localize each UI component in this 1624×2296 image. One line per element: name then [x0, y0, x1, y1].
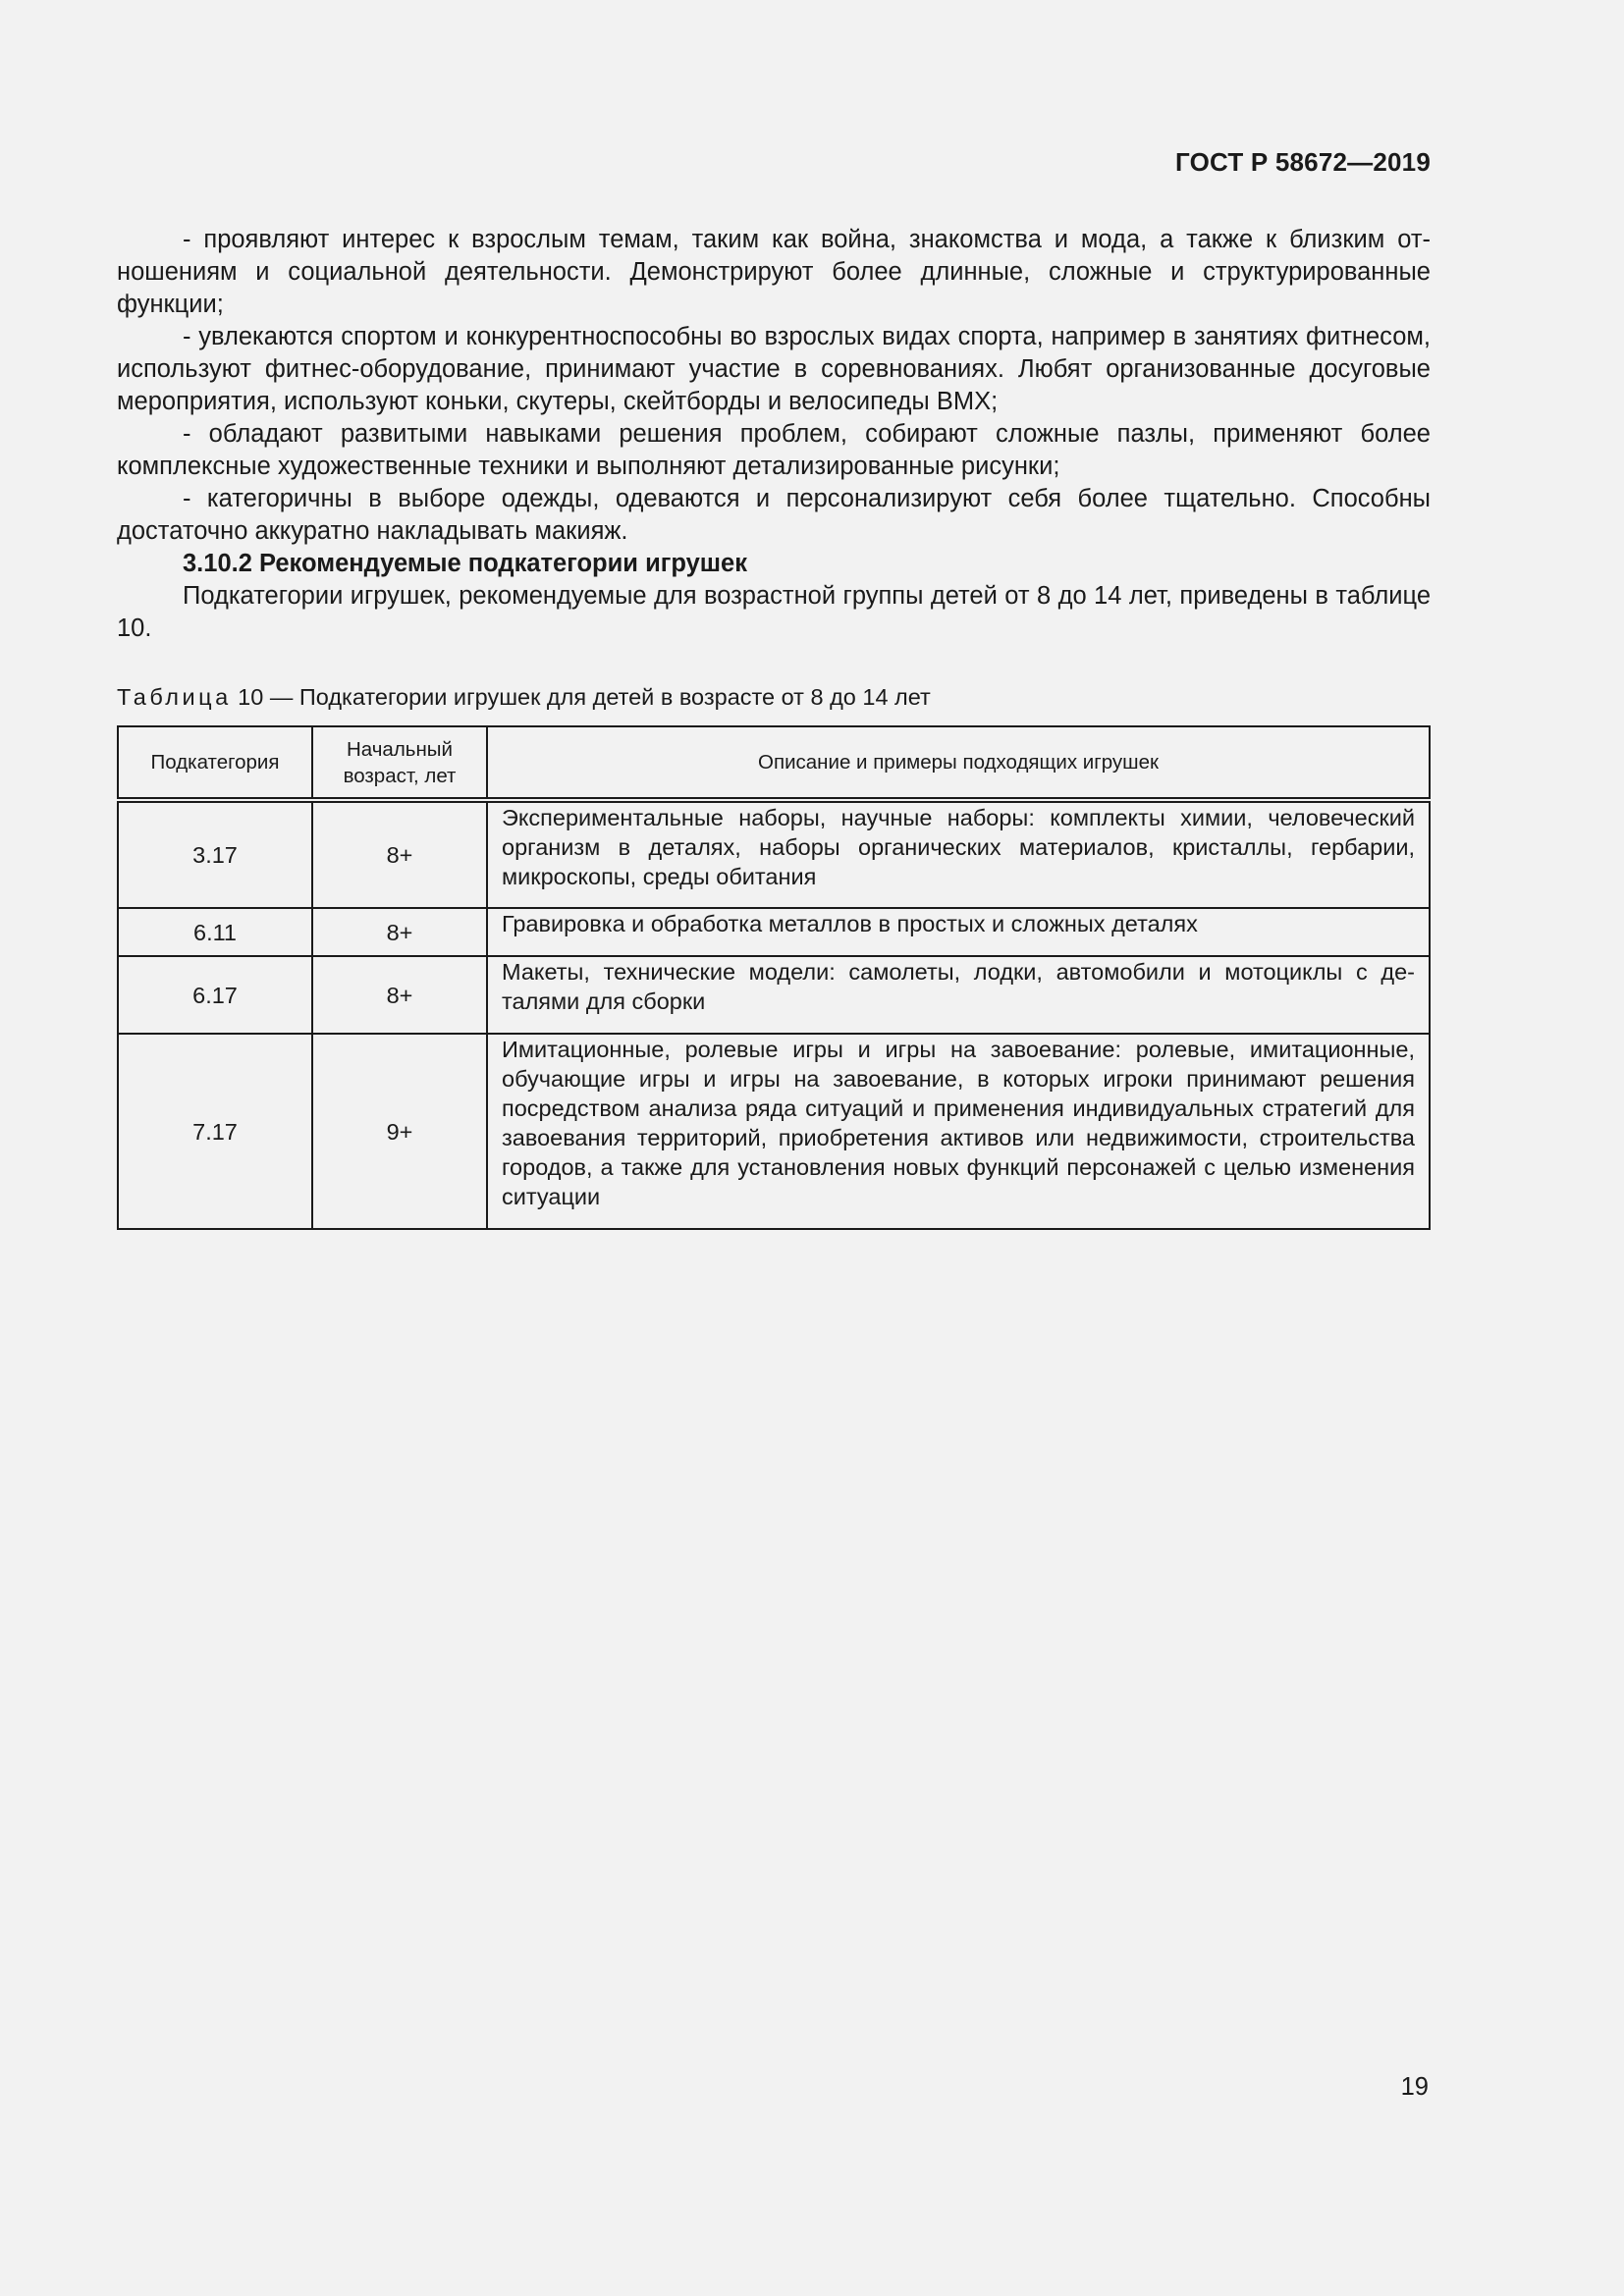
section-intro: Подкатегории игрушек, рекомендуемые для возрастной группы детей от 8 до 14 лет, приведены в таблице 10. [117, 582, 1431, 642]
paragraph-problem-solving: - обладают развитыми навыками решения проблем, собирают сложные пазлы, применяют более комплексные художественные техники и выполняют детализированные рисунки; [117, 420, 1431, 480]
table-caption-label: Таблица [117, 684, 232, 710]
table-caption-text: 10 — Подкатегории игрушек для детей в возрасте от 8 до 14 лет [231, 684, 931, 710]
cell-age: 8+ [312, 956, 487, 1034]
cell-description: Экспериментальные наборы, научные наборы: комплекты химии, человеческий организм в деталях, наборы органических материалов, кристаллы, гербарии, микроскопы, среды обитания [487, 800, 1430, 908]
body-text [117, 224, 1431, 645]
table-row [118, 1034, 1430, 1229]
paragraph-clothing: - категоричны в выборе одежды, одеваются и персонализируют себя более тщательно. Способны достаточно аккуратно накладывать макияж. [117, 485, 1431, 545]
cell-description: Макеты, технические модели: самолеты, лодки, автомобили и мотоциклы с деталями для сборки [487, 956, 1430, 1034]
table-row [118, 908, 1430, 956]
document-code-header: ГОСТ Р 58672—2019 [1175, 147, 1431, 177]
table-row [118, 956, 1430, 1034]
section-heading: 3.10.2 Рекомендуемые подкатегории игрушек [183, 550, 747, 577]
cell-age: 8+ [312, 800, 487, 908]
cell-subcategory: 7.17 [118, 1034, 312, 1229]
toy-subcategory-table [117, 725, 1431, 1230]
cell-subcategory: 6.17 [118, 956, 312, 1034]
table-header-row [118, 726, 1430, 800]
header-subcategory: Подкатегория [118, 726, 312, 800]
cell-description: Имитационные, ролевые игры и игры на завоевание: ролевые, имитационные, обучающие игры и игры на завоевание, в которых игроки принимают решения посредством анализа ряда ситуаций и применения индивидуальных стратегий для завоевания территорий, приобретения активов или недвижимости, строительства городов, а также для установления новых функций персонажей с целью изменения ситуации [487, 1034, 1430, 1229]
table-row [118, 800, 1430, 908]
cell-age: 8+ [312, 908, 487, 956]
page-number: 19 [1400, 2073, 1429, 2101]
paragraph-sports: - увлекаются спортом и конкурентноспособны во взрослых видах спорта, например в занятиях фитнесом, используют фитнес-оборудование, принимают участие в соревнованиях. Любят организованные досуговые мероприятия, используют коньки, скутеры, скейтборды и велосипеды ВМХ; [117, 323, 1431, 415]
header-description: Описание и примеры подходящих игрушек [487, 726, 1430, 800]
paragraph-adult-interests: - проявляют интерес к взрослым темам, таким как война, знакомства и мода, а также к близким отношениям и социальной деятельности. Демонстрируют более длинные, сложные и структурированные функции; [117, 226, 1431, 318]
header-start-age: Начальный возраст, лет [312, 726, 487, 800]
cell-subcategory: 3.17 [118, 800, 312, 908]
cell-subcategory: 6.11 [118, 908, 312, 956]
table-caption [117, 682, 931, 712]
cell-age: 9+ [312, 1034, 487, 1229]
cell-description: Гравировка и обработка металлов в простых и сложных деталях [487, 908, 1430, 956]
